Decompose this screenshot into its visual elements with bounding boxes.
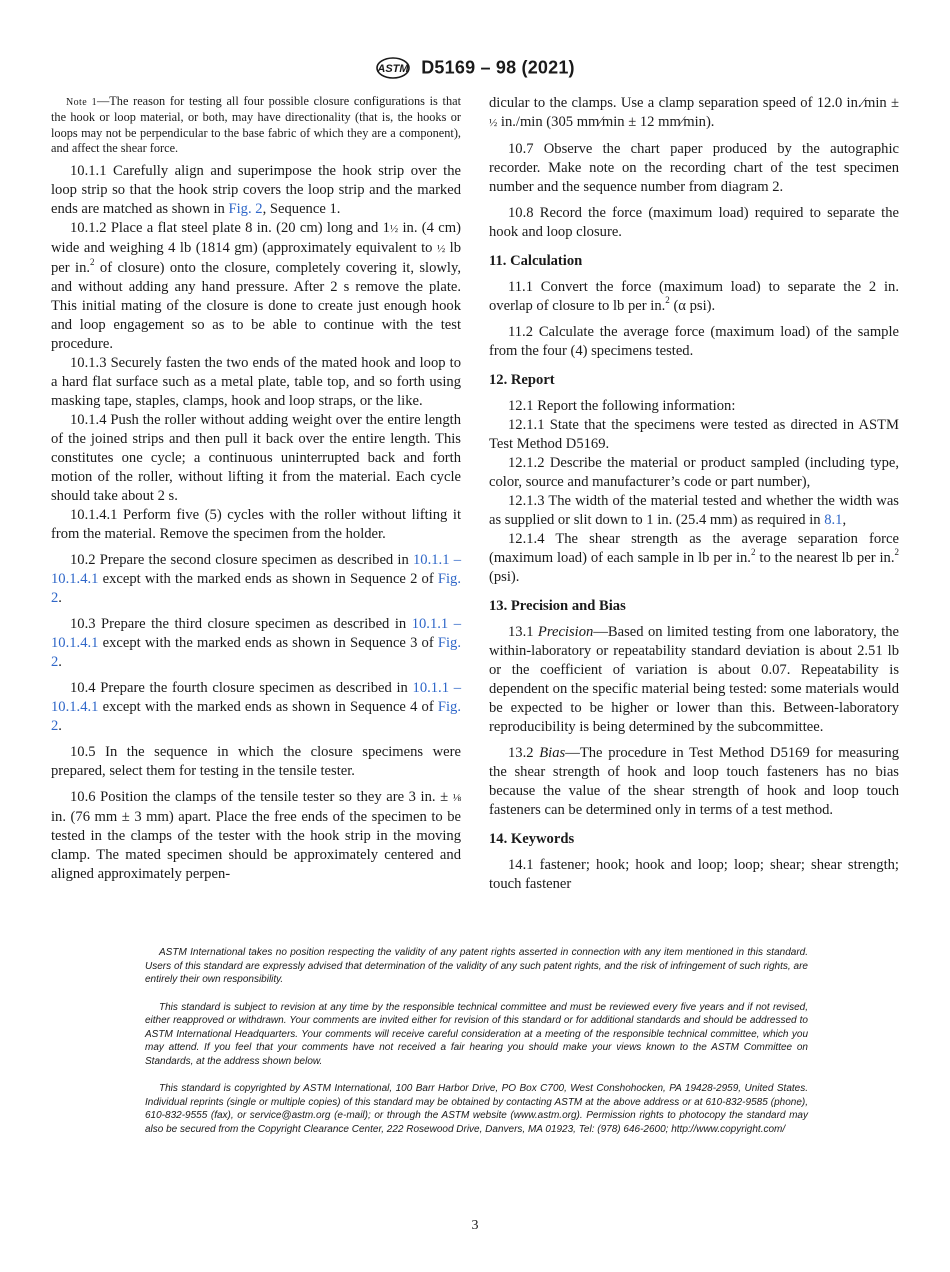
fig-2-link[interactable]: Fig. 2 <box>51 634 461 670</box>
fraction: ½ <box>436 242 446 255</box>
para-text: (psi). <box>489 569 520 585</box>
left-column <box>51 94 461 891</box>
superscript: 2 <box>665 295 670 306</box>
para-13-2 <box>489 744 899 820</box>
note-1 <box>51 94 461 157</box>
para-text: 10.3 Prepare the third closure specimen as described in <box>70 615 412 632</box>
para-text: lb per in. <box>51 239 462 276</box>
para-10-6-continued <box>489 94 899 133</box>
para-text: (α psi). <box>669 298 716 314</box>
para-text: . <box>58 589 62 606</box>
fig-2-link[interactable]: Fig. 2 <box>228 200 263 217</box>
italic-term: Bias <box>539 745 566 761</box>
para-text: 13.1 <box>508 624 538 640</box>
para-text: 11.1 Convert the force (maximum load) to separate the 2 in. overlap of closure to lb per in. <box>489 279 899 314</box>
para-12-1-3 <box>489 492 899 530</box>
para-12-1-2: 12.1.2 Describe the material or product sampled (including type, color, source and manufacturer’s code or part number), <box>489 455 899 490</box>
para-10-7: 10.7 Observe the chart paper produced by the autographic recorder. Make note on the recording chart of the test specimen number and the sequence number from diagram 2. <box>489 141 899 195</box>
para-text: of closure) onto the closure, completely covering it, slowly, and without adding any hand pressure. After 2 s remove the plate. This initial mating of the closure is done to create just enough hook and loop engagement so as to be able to continue with the test procedure. <box>51 259 461 352</box>
para-11-1 <box>489 278 899 316</box>
para-12-1-4 <box>489 530 899 587</box>
para-10-5: 10.5 In the sequence in which the closure specimens were prepared, select them for testing in the tensile tester. <box>51 743 461 779</box>
para-text: to the nearest lb per in. <box>755 550 895 566</box>
section-heading-calculation: 11. Calculation <box>489 253 583 269</box>
para-text: —Based on limited testing from one laboratory, the within-laboratory or repeatability standard deviation is about 2.51 lb or the coefficient of variation is about 0.07. Repeatability is dependent on the specific material being tested: some materials would be expected to be higher or lower than this. Between-laboratory reproducibility is being determined by the subcommittee. <box>489 624 900 735</box>
italic-term: Precision <box>537 624 594 640</box>
superscript: 2 <box>894 547 899 558</box>
para-12-1-1: 12.1.1 State that the specimens were tested as directed in ASTM Test Method D5169. <box>489 417 899 452</box>
para-text: . <box>58 717 62 734</box>
section-8-1-link[interactable]: 8.1 <box>824 512 843 528</box>
para-text: 10.1.2 Place a flat steel plate 8 in. (20 cm) long and 1 <box>70 219 390 236</box>
note-text: —The reason for testing all four possible closure configurations is that the hook or loop material, or both, may have directionality (that is, the hooks or loops may not be perpendicular to the base fabric of which they are a component), and affect the shear force. <box>51 94 461 156</box>
superscript: 2 <box>90 256 95 267</box>
para-text: —The procedure in Test Method D5169 for measuring the shear strength of hook and loop touch fasteners has no bias because the value of the shear strength of hook and loop touch fasteners can be determined only in terms of a test method. <box>489 745 899 818</box>
footer-revision-notice: This standard is subject to revision at any time by the responsible technical committee and must be reviewed every five years and if not revised, either reapproved or withdrawn. Your comments are invited either for revision of this standard or for additional standards and should be addressed to ASTM International Headquarters. Your comments will receive careful consideration at a meeting of the responsible technical committee, which you may attend. If you feel that your comments have not received a fair hearing you should make your views known to the ASTM Committee on Standards, at the address shown below. <box>145 1001 808 1067</box>
para-11-2: 11.2 Calculate the average force (maximum load) of the sample from the four (4) specimens tested. <box>489 324 899 359</box>
footer-copyright-notice: This standard is copyrighted by ASTM International, 100 Barr Harbor Drive, PO Box C700, West Conshohocken, PA 19428-2959, United States. Individual reprints (single or multiple copies) of this standard may be obtained by contacting ASTM at the above address or at 610-832-9585 (phone), 610-832-9555 (fax), or service@astm.org (e-mail); or through the ASTM website (www.astm.org). Permission rights to photocopy the standard may also be secured from the Copyright Clearance Center, 222 Rosewood Drive, Danvers, MA 01923, Tel: (978) 646-2600; http://www.copyright.com/ <box>145 1083 808 1135</box>
para-10-2 <box>51 551 461 608</box>
fraction: ⅛ <box>452 791 461 804</box>
fraction: ½ <box>389 222 399 235</box>
para-text: in. (4 cm) wide and weighing 4 lb (1814 gm) (approximately equivalent to <box>51 219 461 256</box>
right-column <box>489 94 899 901</box>
footer-patent-notice: ASTM International takes no position respecting the validity of any patent rights asserted in connection with any item mentioned in this standard. Users of this standard are expressly advised that determination of the validity of any such patent rights, and the risk of infringement of such rights, are entirely their own responsibility. <box>145 947 808 985</box>
para-text: . <box>58 653 62 670</box>
document-number: D5169 – 98 (2021) <box>421 57 575 78</box>
para-12-1: 12.1 Report the following information: <box>508 398 736 414</box>
para-text: except with the marked ends as shown in Sequence 4 of <box>98 698 438 715</box>
fraction: ½ <box>489 117 498 129</box>
para-text: in. (76 mm ± 3 mm) apart. Place the free ends of the specimen to be tested in the clamps of the tester with the hook strip in the moving clamp. The mated specimen should be approximately centered and aligned approximately perpen- <box>51 808 461 882</box>
copyright-footer <box>145 946 808 1150</box>
para-text: except with the marked ends as shown in Sequence 2 of <box>98 570 438 587</box>
svg-text:ASTM: ASTM <box>377 63 409 75</box>
section-range-link[interactable]: 10.1.1 – 10.1.4.1 <box>51 615 461 651</box>
para-10-1-1 <box>51 162 461 219</box>
para-text: 10.1.1 Carefully align and superimpose the hook strip over the loop strip so that the hook strip covers the loop strip and the marked ends are matched as shown in <box>51 162 461 217</box>
para-10-1-3: 10.1.3 Securely fasten the two ends of the mated hook and loop to a hard flat surface such as a metal plate, table top, and so forth using masking tape, staples, clamps, hook and loop straps, or the like. <box>51 354 461 409</box>
page-header <box>0 56 950 80</box>
para-text: , Sequence 1. <box>262 200 341 217</box>
para-10-3 <box>51 615 461 672</box>
para-10-8: 10.8 Record the force (maximum load) required to separate the hook and loop closure. <box>489 205 899 240</box>
para-10-4 <box>51 679 461 736</box>
para-text: in./min (305 mm⁄min ± 12 mm⁄min). <box>497 114 715 130</box>
para-text: 10.6 Position the clamps of the tensile tester so they are 3 in. ± <box>70 788 453 805</box>
section-range-link[interactable]: 10.1.1 – 10.1.4.1 <box>51 551 461 587</box>
para-13-1 <box>489 623 899 737</box>
para-text: 13.2 <box>508 745 540 761</box>
para-text: , <box>842 512 847 528</box>
note-label: Note 1 <box>66 97 97 108</box>
para-10-1-2 <box>51 219 461 354</box>
para-10-6 <box>51 788 461 884</box>
section-heading-keywords: 14. Keywords <box>489 831 575 847</box>
para-text: 10.2 Prepare the second closure specimen as described in <box>70 551 413 568</box>
section-heading-precision-bias: 13. Precision and Bias <box>489 598 626 614</box>
fig-2-link[interactable]: Fig. 2 <box>51 570 461 606</box>
fig-2-link[interactable]: Fig. 2 <box>51 698 461 734</box>
para-text: 12.1.3 The width of the material tested and whether the width was as supplied or slit down to 1 in. (25.4 mm) as required in <box>489 493 899 528</box>
para-text: 10.4 Prepare the fourth closure specimen as described in <box>70 679 413 696</box>
para-text: 12.1.4 The shear strength as the average separation force (maximum load) of each sample in lb per in. <box>489 531 899 566</box>
para-text: dicular to the clamps. Use a clamp separation speed of 12.0 in.⁄min ± <box>489 95 899 111</box>
para-10-1-4-1: 10.1.4.1 Perform five (5) cycles with the roller without lifting it from the material. Remove the specimen from the holder. <box>51 506 461 542</box>
para-10-1-4: 10.1.4 Push the roller without adding weight over the entire length of the joined strips and then pull it back over the entire length. This constitutes one cycle; a continuous uninterrupted back and forth motion of the roller, without lifting it from the material. Each cycle should take about 2 s. <box>51 411 461 504</box>
astm-logo-icon <box>375 56 411 80</box>
page-number: 3 <box>471 1218 479 1233</box>
section-range-link[interactable]: 10.1.1 – 10.1.4.1 <box>51 679 461 715</box>
para-14-1: 14.1 fastener; hook; hook and loop; loop; shear; shear strength; touch fastener <box>489 857 899 892</box>
superscript: 2 <box>750 547 756 558</box>
section-heading-report: 12. Report <box>489 372 555 388</box>
para-text: except with the marked ends as shown in Sequence 3 of <box>98 634 438 651</box>
